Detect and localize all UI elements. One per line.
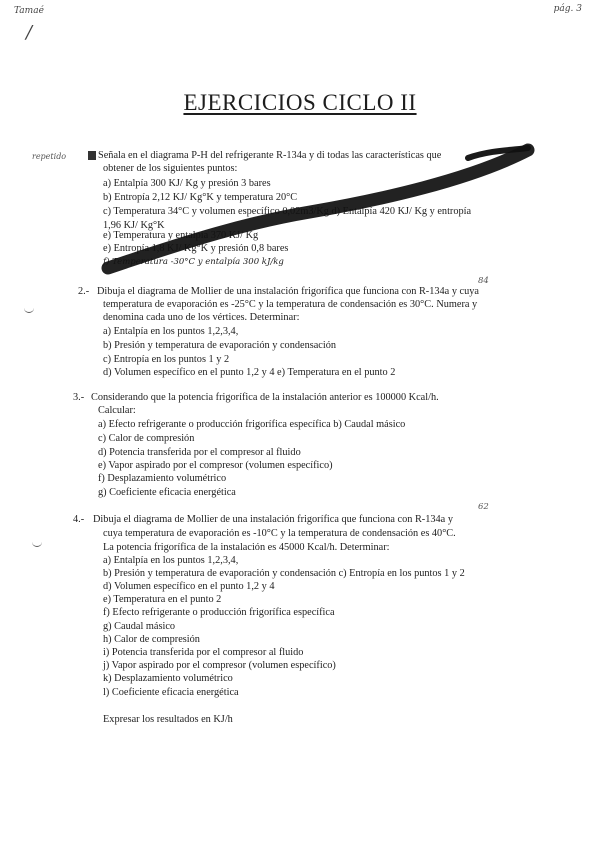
exercise-2-number: 2.- bbox=[78, 286, 90, 297]
exercise-4-item: f) Efecto refrigerante o producción frigorífica específica bbox=[103, 607, 335, 618]
exercise-4-item: d) Volumen específico en el punto 1,2 y 4 bbox=[103, 581, 275, 592]
handwritten-annotation: 62 bbox=[478, 502, 489, 512]
exercise-3-item: d) Potencia transferida por el compresor al fluido bbox=[98, 447, 301, 458]
marker-stroke-top bbox=[468, 148, 528, 158]
exercise-1-item: a) Entalpía 300 KJ/ Kg y presión 3 bares bbox=[103, 178, 271, 189]
exercise-3-number: 3.- bbox=[73, 392, 85, 403]
exercise-1-item: e) Entropía 1,8 KJ/ Kg°K y presión 0,8 bares bbox=[103, 243, 289, 254]
exercise-1-line: Señala en el diagrama P-H del refrigerante R-134a y di todas las características que bbox=[98, 150, 442, 161]
margin-mark bbox=[24, 306, 34, 313]
exercise-4-number: 4.- bbox=[73, 514, 85, 525]
exercise-4-item: e) Temperatura en el punto 2 bbox=[103, 594, 222, 605]
exercise-1-item: e) Temperatura y entalpía 370 KJ/ Kg bbox=[103, 230, 259, 241]
exercise-2-item: a) Entalpía en los puntos 1,2,3,4, bbox=[103, 326, 239, 337]
exercise-2-item: b) Presión y temperatura de evaporación y condensación bbox=[103, 340, 337, 351]
exercise-4-item: g) Caudal másico bbox=[103, 621, 176, 632]
exercise-4-item: b) Presión y temperatura de evaporación y condensación c) Entropía en los puntos 1 y 2 bbox=[103, 568, 465, 579]
bullet-square bbox=[88, 151, 96, 160]
exercise-1-item: c) Temperatura 34°C y volumen específico 0,02m3/Kg d) Entalpía 420 KJ/ Kg y entropía bbox=[103, 206, 472, 217]
handwritten-name: Tamaé bbox=[14, 6, 44, 16]
exercise-2-line: Dibuja el diagrama de Mollier de una instalación frigorífica que funciona con R-134a y cuya bbox=[97, 286, 479, 297]
exercise-4-item: i) Potencia transferida por el compresor al fluido bbox=[103, 647, 304, 658]
margin-note-repeated: repetido bbox=[32, 152, 67, 161]
handwritten-slash: / bbox=[26, 22, 33, 43]
exercise-4-line: Dibuja el diagrama de Mollier de una instalación frigorífica que funciona con R-134a y bbox=[93, 514, 453, 525]
exercise-2-item: c) Entropía en los puntos 1 y 2 bbox=[103, 354, 230, 365]
handwritten-annotation: 84 bbox=[478, 276, 489, 286]
exercise-3-item: e) Vapor aspirado por el compresor (volumen específico) bbox=[98, 460, 333, 471]
exercise-2-item: d) Volumen específico en el punto 1,2 y 4 e) Temperatura en el punto 2 bbox=[103, 367, 396, 378]
exercise-1-item: 1,96 KJ/ Kg°K bbox=[103, 220, 165, 231]
exercise-3-item: f) Desplazamiento volumétrico bbox=[98, 473, 227, 484]
exercise-3-item: a) Efecto refrigerante o producción frigorífica específica b) Caudal másico bbox=[98, 419, 406, 430]
exercise-4-footer: Expresar los resultados en KJ/h bbox=[103, 714, 233, 725]
handwritten-page-number: pág. 3 bbox=[553, 4, 582, 14]
margin-mark bbox=[32, 540, 42, 547]
exercise-1-line: obtener de los siguientes puntos: bbox=[103, 163, 238, 174]
exercise-1-handwritten-item: f) Temperatura -30°C y entalpía 300 kJ/kg bbox=[103, 257, 284, 267]
exercise-2-line: temperatura de evaporación es -25°C y la temperatura de condensación es 30°C. Numera y bbox=[103, 299, 478, 310]
exercise-4-item: j) Vapor aspirado por el compresor (volumen específico) bbox=[103, 660, 336, 671]
exercise-1-item: b) Entropía 2,12 KJ/ Kg°K y temperatura 20°C bbox=[103, 192, 298, 203]
exercise-4-item: a) Entalpía en los puntos 1,2,3,4, bbox=[103, 555, 239, 566]
exercise-2-line: denomina cada uno de los vértices. Determinar: bbox=[103, 312, 300, 323]
page-title: EJERCICIOS CICLO II bbox=[183, 90, 417, 115]
exercise-3-line: Calcular: bbox=[98, 405, 136, 416]
exercise-4-item: h) Calor de compresión bbox=[103, 634, 200, 645]
exercise-3-line: Considerando que la potencia frigorífica de la instalación anterior es 100000 Kcal/h. bbox=[91, 392, 439, 403]
exercise-3-item: c) Calor de compresión bbox=[98, 433, 195, 444]
exercise-3-item: g) Coeficiente eficacia energética bbox=[98, 487, 236, 498]
exercise-4-line: La potencia frigorífica de la instalación es 45000 Kcal/h. Determinar: bbox=[103, 542, 390, 553]
exercise-4-line: cuya temperatura de evaporación es -10°C y la temperatura de condensación es 40°C. bbox=[103, 528, 456, 539]
exercise-4-item: k) Desplazamiento volumétrico bbox=[103, 673, 233, 684]
exercise-4-item: l) Coeficiente eficacia energética bbox=[103, 687, 239, 698]
